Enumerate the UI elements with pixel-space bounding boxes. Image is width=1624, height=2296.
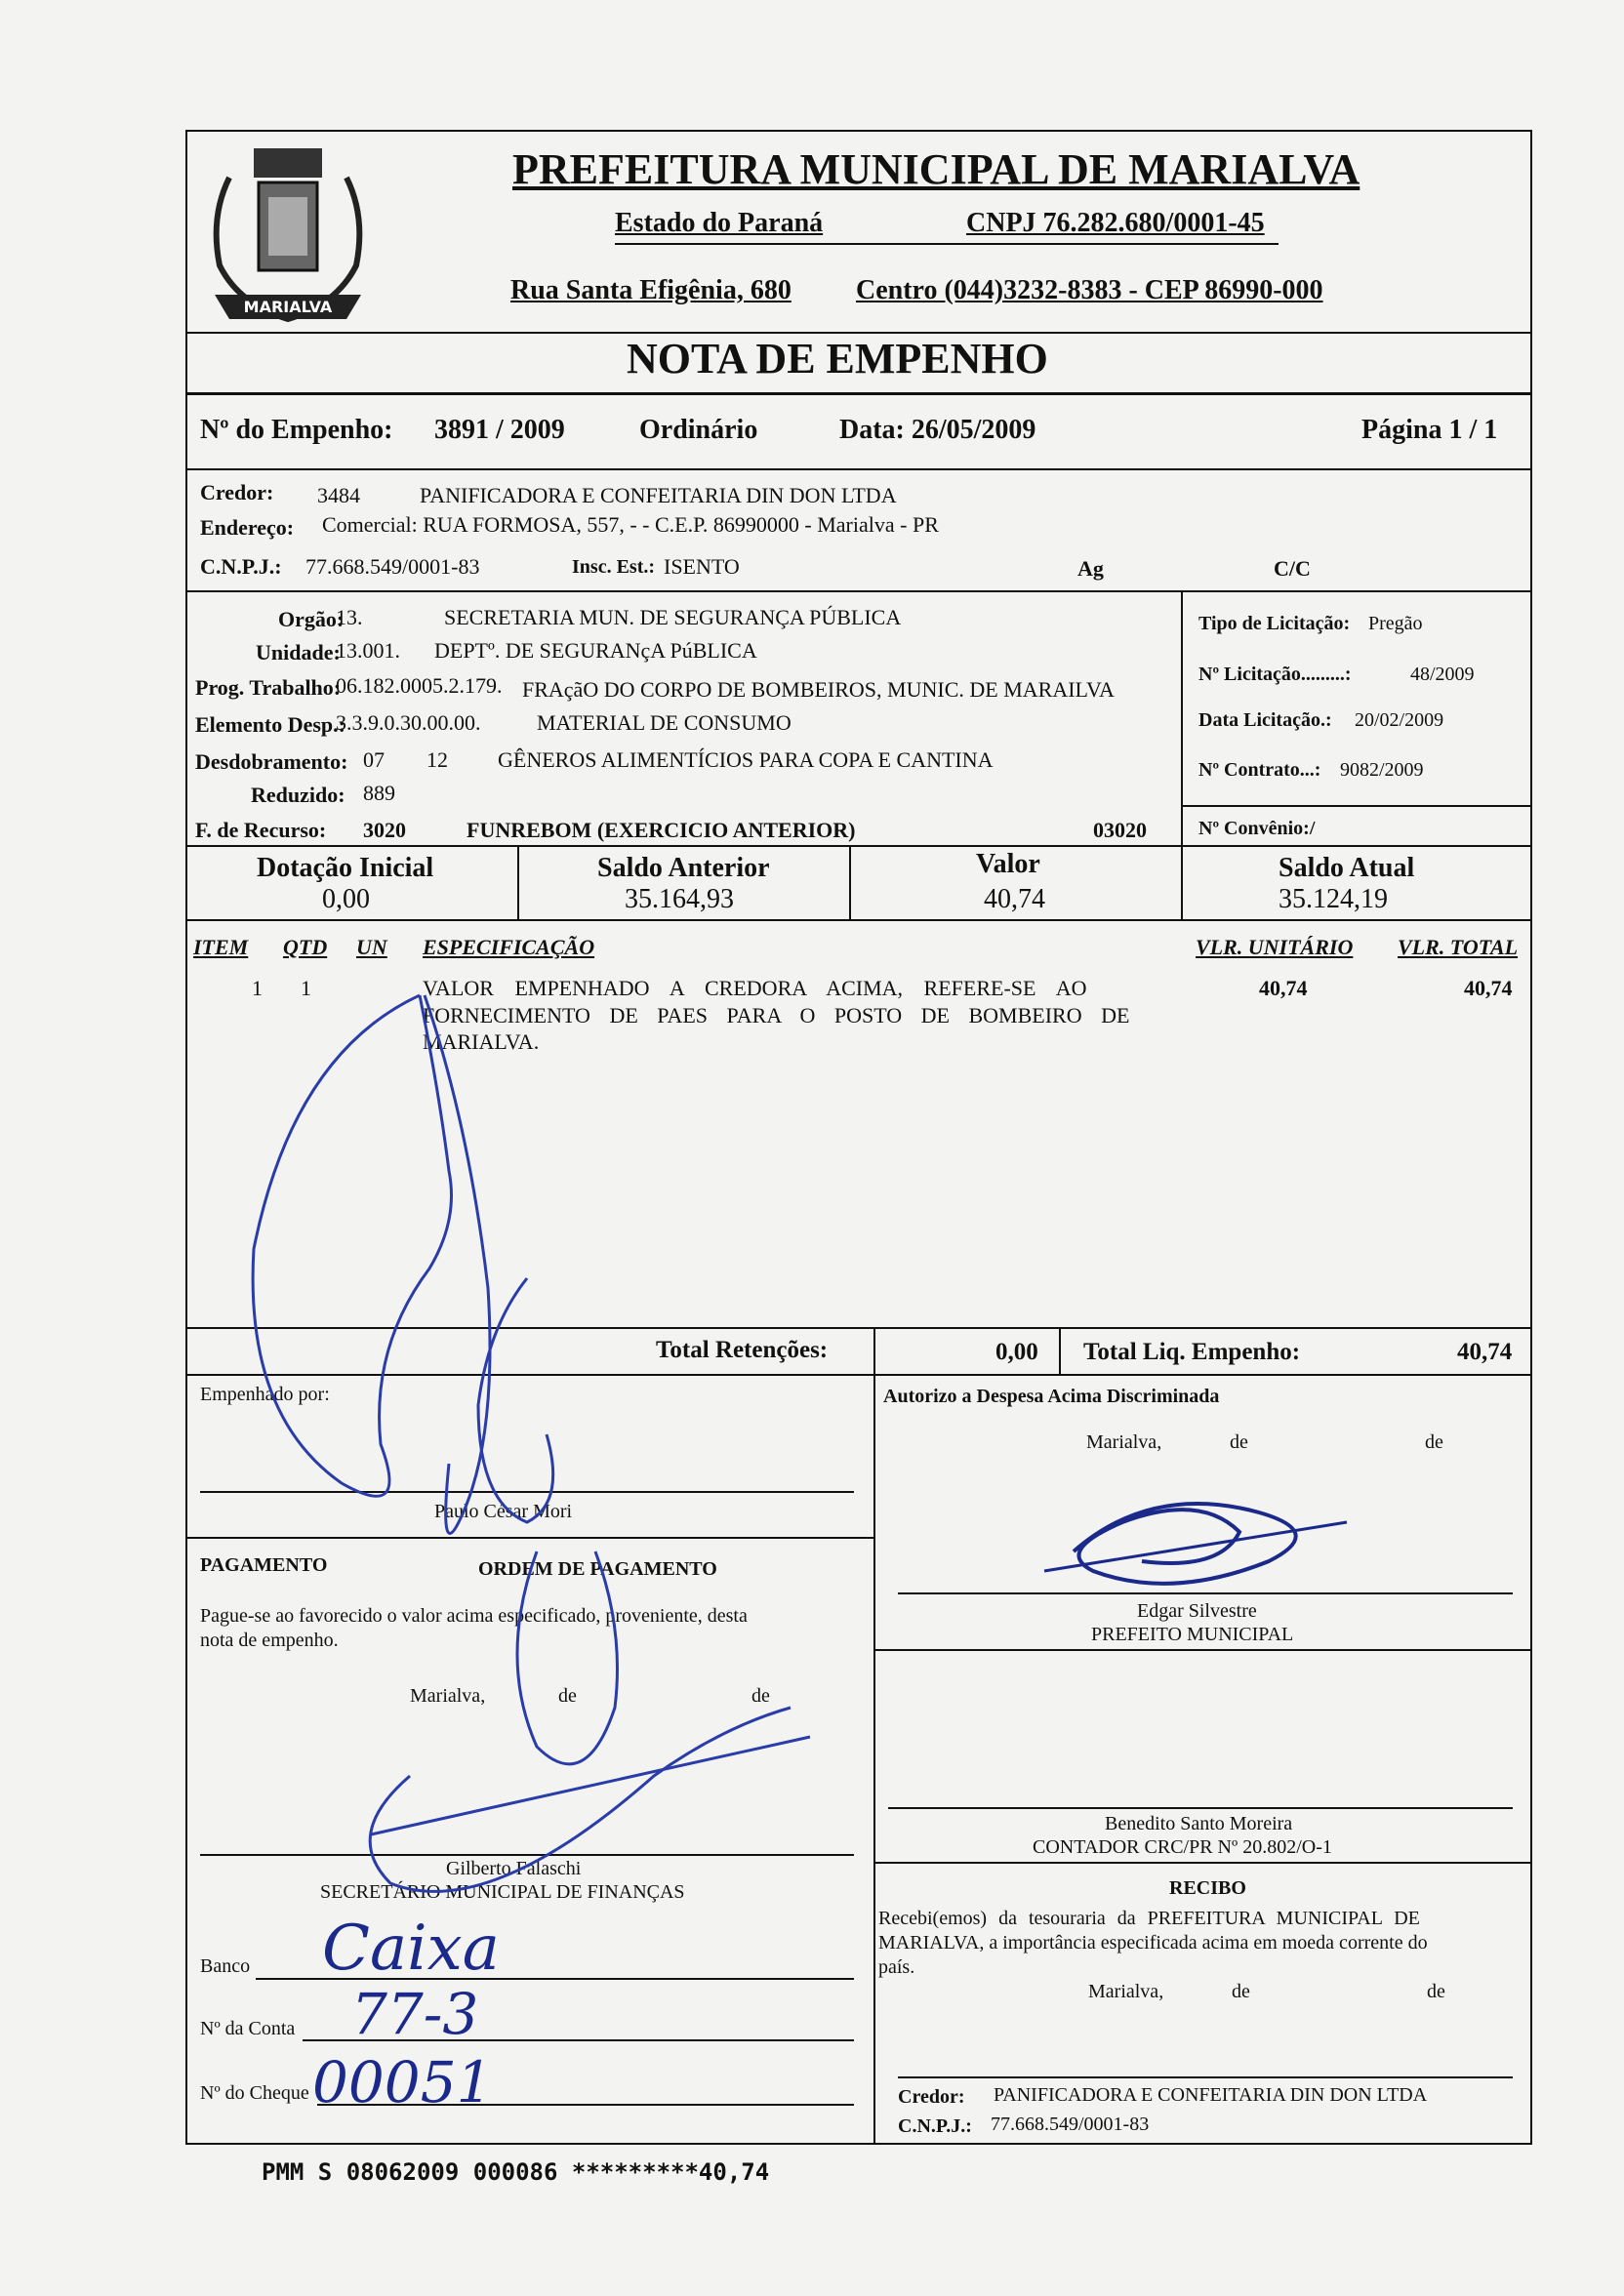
credor-cc: C/C [1274, 556, 1311, 581]
credor-code: 3484 [317, 483, 360, 507]
licitacao-num: 48/2009 [1410, 664, 1475, 685]
cheque-handwritten: 00051 [312, 2049, 493, 2115]
recibo-cnpj-label: C.N.P.J.: [898, 2115, 972, 2137]
pagamento-de2: de [751, 1685, 770, 1707]
empenhado-name: Paulo César Mori [434, 1501, 573, 1522]
licitacao-data: 20/02/2009 [1355, 709, 1444, 731]
fonte-code2: 03020 [1093, 818, 1147, 842]
licitacao-contrato: 9082/2009 [1340, 759, 1424, 781]
empenho-label: Nº do Empenho: [200, 415, 393, 445]
prog-code: 06.182.0005.2.179. [336, 673, 503, 698]
recibo-text1: Recebi(emos) da tesouraria da PREFEITURA MUNICIPAL DE [878, 1908, 1420, 1929]
retencoes-value: 0,00 [995, 1339, 1038, 1365]
conta-handwritten: 77-3 [351, 1981, 479, 2047]
fonte-name: FUNREBOM (EXERCICIO ANTERIOR) [467, 818, 856, 842]
col-qtd: QTD [283, 935, 328, 959]
fonte-code: 3020 [363, 818, 406, 842]
divider [873, 1862, 1532, 1864]
licitacao-convenio-label: Nº Convênio:/ [1198, 818, 1316, 839]
item-desc-line1: VALOR EMPENHADO A CREDORA ACIMA, REFERE-SE AO [423, 976, 1087, 1000]
credor-label: Credor: [200, 480, 274, 504]
recibo-credor: PANIFICADORA E CONFEITARIA DIN DON LTDA [994, 2084, 1428, 2106]
divider [185, 845, 1532, 847]
empenho-page: Página 1 / 1 [1361, 415, 1498, 445]
fonte-label: F. de Recurso: [195, 818, 327, 842]
ordem-label: ORDEM DE PAGAMENTO [478, 1558, 717, 1580]
recibo-text2: MARIALVA, a importância especificada acima em moeda corrente do [878, 1932, 1428, 1954]
contador-role: CONTADOR CRC/PR Nº 20.802/O-1 [1033, 1836, 1332, 1858]
elem-code: 3.3.9.0.30.00.00. [336, 710, 481, 735]
credor-insc-label: Insc. Est.: [572, 556, 656, 578]
reduzido-label: Reduzido: [251, 783, 345, 807]
desd-code2: 12 [426, 747, 448, 772]
signature-line [898, 2076, 1513, 2078]
col-espec: ESPECIFICAÇÃO [423, 935, 595, 959]
item-number: 1 [252, 976, 263, 1000]
licitacao-tipo-label: Tipo de Licitação: [1198, 613, 1351, 634]
dotacao-value: 0,00 [322, 884, 370, 914]
recibo-text3: país. [878, 1956, 915, 1978]
retencoes-label: Total Retenções: [656, 1337, 829, 1363]
contador-name: Benedito Santo Moreira [1105, 1813, 1293, 1834]
credor-cnpj: 77.668.549/0001-83 [305, 554, 480, 579]
credor-address: Comercial: RUA FORMOSA, 557, - - C.E.P. 86990000 - Marialva - PR [322, 512, 939, 537]
divider [1181, 845, 1183, 919]
credor-cnpj-label: C.N.P.J.: [200, 554, 282, 579]
signature-empenhado-icon [234, 976, 625, 1542]
divider [185, 392, 1532, 395]
signature-secretario-icon [332, 1542, 839, 1913]
crest-banner-text: MARIALVA [243, 298, 333, 316]
valor-value: 40,74 [984, 884, 1045, 914]
saldo-anterior-label: Saldo Anterior [597, 853, 770, 883]
desd-name: GÊNEROS ALIMENTÍCIOS PARA COPA E CANTINA [498, 747, 994, 772]
autorizo-de2: de [1425, 1431, 1443, 1453]
elem-label: Elemento Desp.: [195, 712, 345, 737]
signature-prefeito-icon [1035, 1473, 1357, 1600]
conta-label: Nº da Conta [200, 2018, 296, 2039]
saldo-atual-label: Saldo Atual [1279, 853, 1415, 883]
doc-title: NOTA DE EMPENHO [627, 335, 1048, 383]
header-title: PREFEITURA MUNICIPAL DE MARIALVA [512, 145, 1360, 193]
autorizo-de1: de [1230, 1431, 1248, 1453]
item-desc-line2: FORNECIMENTO DE PAES PARA O POSTO DE BOMBEIRO DE [423, 1003, 1130, 1027]
licitacao-num-label: Nº Licitação.........: [1198, 664, 1352, 685]
reduzido-value: 889 [363, 781, 395, 805]
empenho-number: 3891 / 2009 [434, 415, 565, 445]
col-vlr-unit: VLR. UNITÁRIO [1196, 935, 1354, 959]
licitacao-data-label: Data Licitação.: [1198, 709, 1332, 731]
item-unit: 40,74 [1259, 976, 1308, 1000]
divider [517, 845, 519, 919]
autorizo-role: PREFEITO MUNICIPAL [1091, 1624, 1294, 1645]
empenho-date: Data: 26/05/2009 [839, 415, 1036, 445]
divider [185, 919, 1532, 921]
pagamento-label: PAGAMENTO [200, 1554, 328, 1576]
recibo-label: RECIBO [1169, 1877, 1246, 1899]
divider [849, 845, 851, 919]
autorizo-label: Autorizo a Despesa Acima Discriminada [883, 1386, 1220, 1407]
pagamento-text1: Pague-se ao favorecido o valor acima especificado, proveniente, desta [200, 1605, 748, 1627]
header-address: Rua Santa Efigênia, 680 [510, 275, 792, 305]
desd-label: Desdobramento: [195, 749, 348, 774]
header-state: Estado do Paraná [615, 208, 824, 238]
cheque-label: Nº do Cheque [200, 2082, 309, 2104]
banco-label: Banco [200, 1955, 251, 1977]
total-liq-value: 40,74 [1457, 1339, 1513, 1365]
col-vlr-total: VLR. TOTAL [1398, 935, 1519, 959]
dotacao-label: Dotação Inicial [257, 853, 434, 883]
divider [1059, 1327, 1061, 1376]
prog-label: Prog. Trabalho: [195, 675, 342, 700]
divider [1181, 805, 1532, 807]
col-un: UN [356, 935, 387, 959]
licitacao-tipo: Pregão [1368, 613, 1423, 634]
autorizo-name: Edgar Silvestre [1137, 1600, 1257, 1622]
divider [873, 1649, 1532, 1651]
pagamento-name: Gilberto Falaschi [446, 1858, 582, 1879]
total-liq-label: Total Liq. Empenho: [1083, 1339, 1301, 1365]
divider [185, 468, 1532, 470]
item-desc-line3: MARIALVA. [423, 1029, 540, 1054]
credor-name: PANIFICADORA E CONFEITARIA DIN DON LTDA [420, 483, 897, 507]
autorizo-place: Marialva, [1086, 1431, 1162, 1453]
credor-insc: ISENTO [664, 554, 740, 579]
credor-ag: Ag [1077, 556, 1104, 581]
item-qtd: 1 [301, 976, 311, 1000]
prog-name: FRAçãO DO CORPO DE BOMBEIROS, MUNIC. DE MARAILVA [522, 677, 1115, 702]
elem-name: MATERIAL DE CONSUMO [537, 710, 792, 735]
pagamento-role: SECRETÁRIO MUNICIPAL DE FINANÇAS [320, 1881, 685, 1903]
recibo-de2: de [1427, 1981, 1445, 2002]
banco-handwritten: Caixa [322, 1913, 500, 1985]
divider [185, 590, 1532, 592]
unidade-code: 13.001. [336, 638, 400, 663]
header-cnpj: CNPJ 76.282.680/0001-45 [966, 208, 1265, 238]
divider [873, 1374, 875, 2145]
desd-code1: 07 [363, 747, 385, 772]
header-underline [615, 243, 1279, 245]
unidade-name: DEPTº. DE SEGURANçA PúBLICA [434, 638, 757, 663]
signature-line [888, 1807, 1513, 1809]
item-total: 40,74 [1464, 976, 1513, 1000]
saldo-anterior-value: 35.164,93 [625, 884, 734, 914]
orgao-code: 13. [336, 605, 363, 629]
licitacao-contrato-label: Nº Contrato...: [1198, 759, 1321, 781]
pagamento-place: Marialva, [410, 1685, 486, 1707]
empenho-type: Ordinário [639, 415, 758, 445]
recibo-cnpj: 77.668.549/0001-83 [991, 2114, 1150, 2135]
orgao-name: SECRETARIA MUN. DE SEGURANÇA PÚBLICA [444, 605, 902, 629]
pagamento-de1: de [558, 1685, 577, 1707]
recibo-de1: de [1232, 1981, 1250, 2002]
saldo-atual-value: 35.124,19 [1279, 884, 1388, 914]
col-item: ITEM [193, 935, 249, 959]
city-crest-emblem [200, 139, 376, 334]
recibo-credor-label: Credor: [898, 2086, 965, 2108]
valor-label: Valor [976, 849, 1040, 879]
footer-stamp: PMM S 08062009 000086 *********40,74 [262, 2158, 770, 2186]
divider [1181, 590, 1183, 847]
pagamento-text2: nota de empenho. [200, 1630, 339, 1651]
credor-address-label: Endereço: [200, 515, 295, 540]
unidade-label: Unidade: [256, 640, 341, 665]
empenhado-label: Empenhado por: [200, 1384, 330, 1405]
recibo-place: Marialva, [1088, 1981, 1164, 2002]
orgao-label: Orgão: [278, 607, 345, 631]
divider [873, 1327, 875, 1376]
header-address2: Centro (044)3232-8383 - CEP 86990-000 [856, 275, 1323, 305]
